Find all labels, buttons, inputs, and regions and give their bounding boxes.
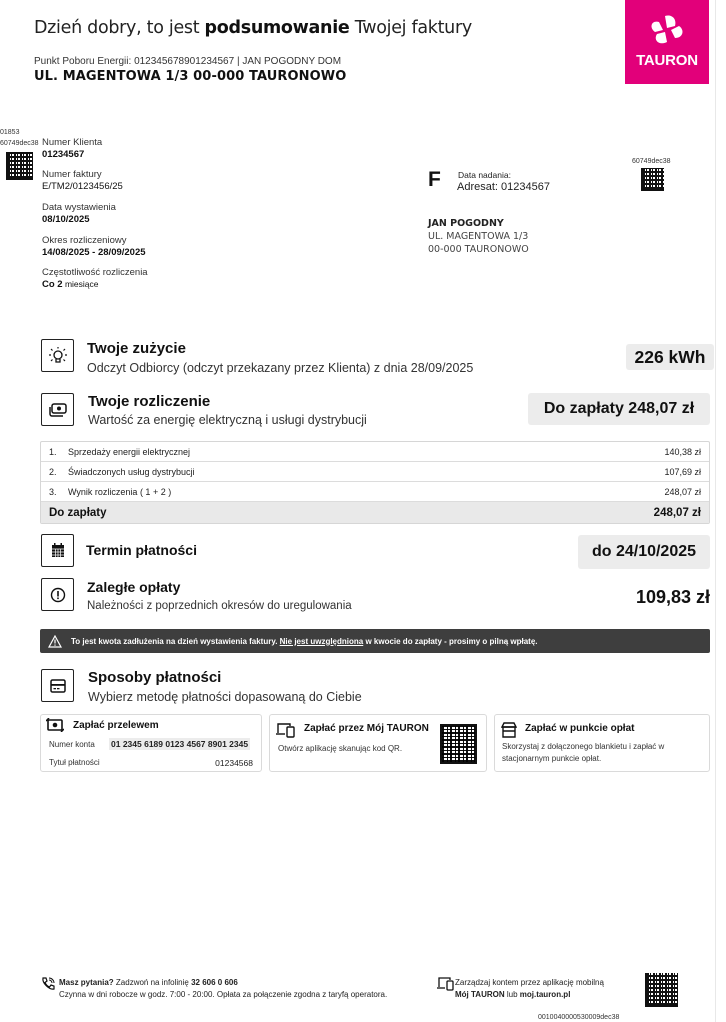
point-title: Zapłać w punkcie opłat — [525, 723, 635, 734]
total-label: Do zapłaty — [49, 506, 107, 519]
usage-icon-box — [41, 339, 74, 372]
account-number-label: Numer konta — [49, 740, 95, 749]
client-number-label: Numer Klienta — [42, 137, 103, 148]
invoice-number-label: Numer faktury — [42, 169, 102, 180]
payment-title-value[interactable]: 01234568 — [215, 758, 253, 768]
datamatrix-code-right — [641, 168, 664, 191]
recipient-street: UL. MAGENTOWA 1/3 — [428, 231, 529, 242]
row-desc: Sprzedaży energii elektrycznej — [68, 446, 191, 457]
footer-datamatrix-code — [645, 973, 678, 1007]
app-promo-line1: Zarządzaj kontem przez aplikację mobilną — [455, 978, 604, 987]
arrears-subtitle: Należności z poprzednich okresów do uregulowania — [87, 600, 352, 612]
greeting-text-end: Twojej faktury — [349, 18, 472, 38]
issue-date-label: Data wystawienia — [42, 202, 116, 213]
tauron-logo — [625, 0, 709, 84]
billing-frequency-value — [42, 279, 148, 290]
devices-icon — [437, 977, 455, 991]
calendar-icon — [51, 543, 65, 558]
billing-period-label: Okres rozliczeniowy — [42, 235, 127, 246]
helpline-call-text: Zadzwoń na infolinię — [113, 978, 192, 987]
row-amount: 107,69 zł — [664, 466, 701, 477]
app-qr-code[interactable] — [440, 724, 477, 764]
payment-title: Sposoby płatności — [88, 669, 222, 686]
store-icon — [501, 722, 517, 738]
row-amount: 248,07 zł — [664, 486, 701, 497]
invoice-fields — [42, 137, 148, 290]
warning-underlined: Nie jest uwzględniona — [279, 636, 364, 646]
arrears-icon-box — [41, 578, 74, 611]
settlement-title: Twoje rozliczenie — [88, 393, 211, 410]
ppe-separator: | — [234, 56, 243, 67]
code-label-top: 01853 — [0, 129, 20, 136]
payment-title-label: Tytuł płatności — [49, 758, 100, 767]
tauron-pinwheel-icon — [647, 12, 687, 48]
alert-circle-icon — [50, 587, 66, 603]
code-label-id: 60749dec38 — [0, 140, 39, 147]
pay-by-app-card[interactable] — [269, 714, 487, 772]
brand-name: TAURON — [636, 52, 698, 69]
mail-class-letter: F — [428, 168, 441, 191]
card-icon — [50, 679, 66, 693]
app-name: Mój TAURON — [455, 990, 505, 999]
helpline-question: Masz pytania? — [59, 978, 114, 987]
due-date-value: do 24/10/2025 — [578, 535, 710, 569]
pay-by-transfer-card[interactable] — [40, 714, 262, 772]
total-amount: 248,07 zł — [653, 506, 701, 519]
payment-subtitle: Wybierz metodę płatności dopasowaną do Ciebie — [88, 690, 362, 704]
app-website-link[interactable]: moj.tauron.pl — [519, 990, 571, 999]
client-number-value: 01234567 — [42, 149, 85, 160]
phone-icon — [41, 977, 55, 991]
greeting-text: Dzień dobry, to jest — [34, 18, 205, 38]
ppe-line — [34, 56, 341, 67]
arrears-warning-banner — [40, 629, 710, 653]
transfer-title: Zapłać przelewem — [73, 720, 159, 731]
app-text: Otwórz aplikację skanując kod QR. — [278, 744, 403, 753]
usage-value: 226 kWh — [626, 344, 714, 370]
warning-text: To jest kwota zadłużenia na dzień wystawienia faktury. — [71, 636, 280, 646]
right-code-label: 60749dec38 — [632, 158, 671, 165]
settlement-icon-box — [41, 393, 74, 426]
due-icon-box — [41, 534, 74, 567]
settlement-amount-due: Do zapłaty 248,07 zł — [528, 393, 710, 425]
sent-date-label: Data nadania: — [458, 170, 511, 180]
datamatrix-code — [6, 152, 33, 180]
table-total-row — [41, 502, 709, 523]
delivery-address: UL. MAGENTOWA 1/3 00-000 TAURONOWO — [34, 69, 347, 84]
lightbulb-icon — [48, 347, 68, 365]
footer-code-label: 0010040000530009dec38 — [538, 1014, 620, 1021]
app-promo-text — [455, 977, 604, 1001]
due-title: Termin płatności — [86, 542, 197, 558]
settlement-subtitle: Wartość za energię elektryczną i usługi dystrybucji — [88, 413, 367, 427]
ppe-place: JAN POGODNY DOM — [242, 56, 342, 67]
billing-frequency-label: Częstotliwość rozliczenia — [42, 267, 148, 278]
money-transfer-icon — [46, 718, 64, 732]
arrears-title: Zaległe opłaty — [87, 579, 181, 595]
ppe-value: 012345678901234567 — [134, 56, 235, 67]
app-promo-or: lub — [504, 990, 520, 999]
usage-title: Twoje zużycie — [87, 340, 186, 357]
addressee: Adresat: 01234567 — [457, 181, 550, 193]
page-edge — [715, 0, 716, 1022]
row-num: 3. — [49, 486, 57, 497]
ppe-label: Punkt Poboru Energii: — [34, 56, 135, 67]
pay-at-point-card[interactable] — [494, 714, 710, 772]
frequency-rest: miesiące — [62, 279, 99, 289]
greeting-bold: podsumowanie — [204, 18, 350, 38]
recipient-name: JAN POGODNY — [428, 218, 504, 229]
usage-subtitle: Odczyt Odbiorcy (odczyt przekazany przez Klienta) z dnia 28/09/2025 — [87, 361, 474, 375]
billing-period-value: 14/08/2025 - 28/09/2025 — [42, 247, 146, 258]
table-row — [41, 442, 709, 462]
page-title — [34, 18, 472, 38]
row-desc: Wynik rozliczenia ( 1 + 2 ) — [68, 486, 172, 497]
settlement-table — [40, 441, 710, 524]
money-icon — [48, 402, 68, 418]
row-num: 1. — [49, 446, 57, 457]
helpline-hours: Czynna w dni robocze w godz. 7:00 - 20:00. Opłata za połączenie zgodna z taryfą operatora. — [59, 990, 388, 999]
issue-date-value: 08/10/2025 — [42, 214, 90, 225]
point-text: Skorzystaj z dołączonego blankietu i zapłać w stacjonarnym punkcie opłat. — [502, 742, 665, 763]
account-number-value[interactable]: 01 2345 6189 0123 4567 8901 2345 — [111, 739, 249, 749]
devices-icon — [276, 722, 296, 738]
invoice-number-value: E/TM2/0123456/25 — [42, 181, 123, 192]
arrears-amount: 109,83 zł — [635, 587, 710, 607]
warning-triangle-icon — [48, 635, 62, 648]
helpline-phone[interactable]: 32 606 0 606 — [191, 978, 238, 987]
row-num: 2. — [49, 466, 57, 477]
warning-text-end: w kwocie do zapłaty - prosimy o pilną wpłatę. — [363, 636, 538, 646]
helpline-text — [59, 977, 387, 1001]
table-row — [41, 482, 709, 502]
recipient-city: 00-000 TAURONOWO — [428, 244, 529, 255]
app-title: Zapłać przez Mój TAURON — [304, 723, 429, 734]
row-amount: 140,38 zł — [664, 446, 701, 457]
row-desc: Świadczonych usług dystrybucji — [68, 466, 195, 477]
frequency-bold: Co 2 — [42, 279, 63, 290]
payment-icon-box — [41, 669, 74, 702]
table-row — [41, 462, 709, 482]
